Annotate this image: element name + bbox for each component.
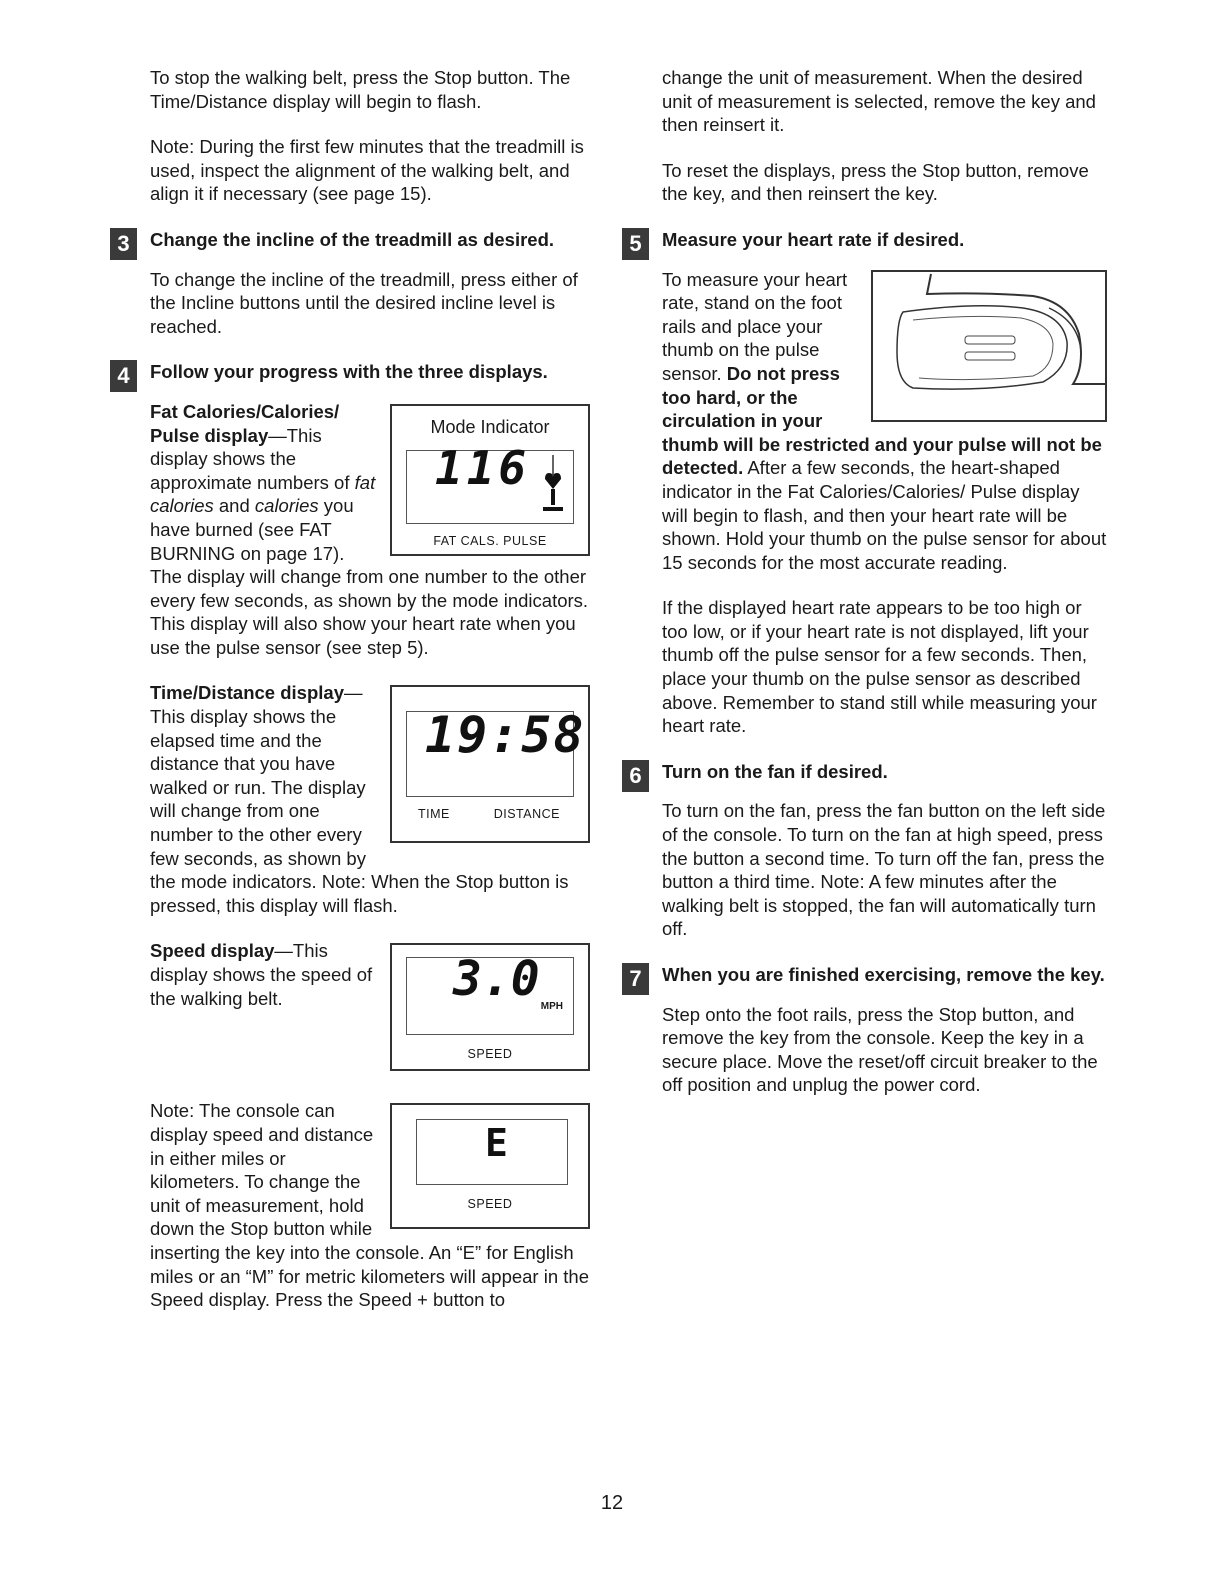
paragraph-stop-belt: To stop the walking belt, press the Stop button. The Time/Distance display will begin to flash.: [150, 67, 571, 112]
lcd-caption-distance: DISTANCE: [493, 807, 560, 822]
fat-calories-section: [150, 400, 590, 660]
paragraph-finish: Step onto the foot rails, press the Stop button, and remove the key from the console. Keep the key in a secure place. Move the reset/off circuit breaker to the off position and unplug the power cord.: [662, 1003, 1098, 1096]
lcd-screen: [416, 1119, 568, 1185]
mode-indicator-label: Mode Indicator: [430, 416, 550, 437]
step-6: [629, 760, 1107, 788]
pulse-sensor-icon: [873, 272, 1105, 420]
paragraph-reset: To reset the displays, press the Stop button, remove the key, and then reinsert the key.: [662, 159, 1089, 205]
paragraph-unit-note: Note: The console can display speed and distance in either miles or kilometers. To change the unit of measurement, hold down the Stop button while inserting the key into the console. An “E” for English miles or an “M” for metric kilometers will appear in the Speed display. Press the Speed + button to: [150, 1100, 589, 1311]
section-text: and: [213, 495, 255, 517]
speed-section: [150, 939, 590, 1077]
step-title: Change the incline of the treadmill as desired.: [150, 228, 555, 250]
paragraph-change-unit: change the unit of measurement. When the desired unit of measurement is selected, remove the key and then reinsert it.: [662, 67, 1096, 136]
paragraph-incline: To change the incline of the treadmill, press either of the Incline buttons until the desired incline level is reached.: [150, 268, 578, 337]
lcd-unit-label: MPH: [540, 1000, 563, 1012]
section-text: —This display shows the approximate numbers of: [150, 424, 355, 493]
section-text: you have burned (see FAT BURNING on page 17). The display will change from one number to the other every few seconds, as shown by the mode indicators. This display will also show your heart rate when you use the pulse sensor (see step 5).: [150, 495, 589, 658]
step-number-badge: 5: [622, 228, 649, 260]
lcd-screen: [406, 440, 574, 524]
lcd-digits: 19:58: [425, 706, 586, 765]
heart-rate-text: To measure your heart rate, stand on the foot rails and place your thumb on the pulse sensor.: [662, 268, 848, 384]
left-column: [117, 66, 590, 1312]
paragraph-fan: To turn on the fan, press the fan button on the left side of the console. To turn on the fan at high speed, press the button a second time. To turn off the fan, press the button a third time. Note: A few minutes after the walking belt is stopped, the fan will automatically turn off.: [662, 800, 1106, 940]
lcd-screen: [406, 706, 586, 797]
lcd-digits: 116: [435, 440, 531, 495]
time-distance-display-figure: [390, 685, 590, 843]
heart-rate-section: [662, 268, 1107, 575]
term-calories: calories: [254, 495, 319, 517]
section-text: —This display shows the elapsed time and the distance that you have walked or run. The display will change from one number to the other every few seconds, as shown by the mode indicators. Note: When the Stop button is pressed, this display will flash.: [150, 682, 569, 916]
lcd-caption: SPEED: [467, 1197, 513, 1212]
section-heading: Speed display: [150, 940, 275, 962]
step-number-badge: 3: [110, 228, 137, 260]
speed-display-figure: [390, 943, 590, 1071]
mode-indicator-marker-icon: [541, 455, 565, 517]
step-number-badge: 6: [622, 760, 649, 792]
lcd-digits: 3.0: [453, 951, 540, 1008]
fat-calories-display-figure: [390, 404, 590, 556]
step-title: Follow your progress with the three displays.: [150, 361, 548, 383]
pulse-sensor-figure: [871, 270, 1107, 422]
section-heading: Fat Calories/Calories/ Pulse display: [150, 400, 340, 446]
heart-rate-warning: Do not press too hard, or the circulation in your thumb will be restricted and your pulse will not be detected.: [662, 362, 1102, 479]
time-distance-section: [150, 681, 590, 917]
heart-rate-text: After a few seconds, the heart-shaped indicator in the Fat Calories/Calories/ Pulse display will begin to flash, and then your heart rate will be shown. Hold your thumb on the pulse sensor for about 15 seconds for the most accurate reading.: [662, 457, 1107, 573]
step-title: Turn on the fan if desired.: [662, 760, 888, 782]
section-text: —This display shows the speed of the walking belt.: [150, 940, 373, 1009]
paragraph-heart-rate-troubleshoot: If the displayed heart rate appears to be too high or too low, or if your heart rate is not displayed, lift your thumb off the pulse sensor for a few seconds. Then, place your thumb on the pulse sensor as described above. Remember to stand still while measuring your heart rate.: [662, 597, 1097, 737]
step-5: [629, 228, 1107, 256]
step-number-badge: 4: [110, 360, 137, 392]
unit-display-figure: [390, 1103, 590, 1229]
paragraph-belt-note: Note: During the first few minutes that the treadmill is used, inspect the alignment of the walking belt, and align it if necessary (see page 15).: [150, 136, 584, 205]
lcd-caption: SPEED: [467, 1047, 513, 1062]
unit-note-section: [150, 1099, 590, 1311]
step-title: When you are finished exercising, remove the key.: [662, 964, 1105, 985]
step-number-badge: 7: [622, 963, 649, 995]
lcd-caption-time: TIME: [418, 807, 450, 822]
step-4: [117, 360, 590, 389]
right-column: [629, 66, 1107, 1119]
section-heading: Time/Distance display: [150, 682, 344, 704]
step-7: [629, 963, 1107, 991]
term-fat-calories: fat calories: [150, 471, 376, 517]
lcd-screen: [406, 951, 574, 1035]
lcd-digits: E: [485, 1121, 508, 1166]
step-title: Measure your heart rate if desired.: [662, 228, 965, 250]
page-number: 12: [600, 1492, 624, 1514]
lcd-caption: FAT CALS. PULSE: [433, 533, 547, 548]
step-3: [117, 228, 590, 256]
